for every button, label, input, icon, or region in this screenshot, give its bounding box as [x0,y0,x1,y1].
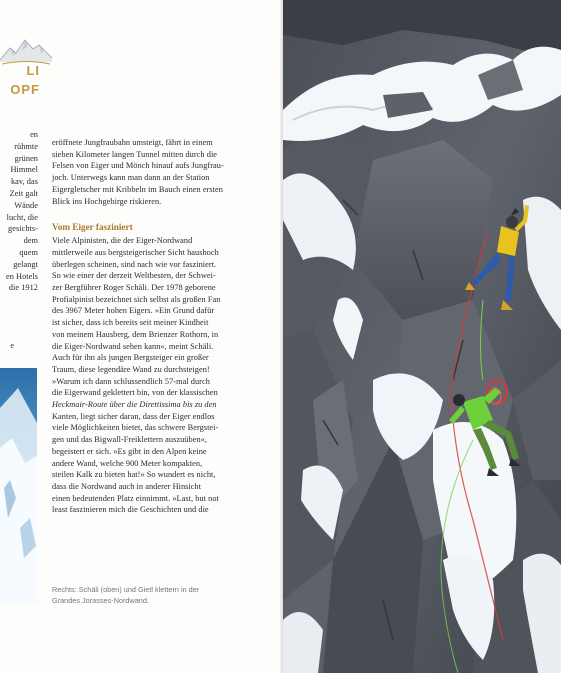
text-line: en Hotels [5,271,38,281]
text-line: lucht, die [6,212,38,222]
text-line: von meinem Hausberg, dem Brienzer Rothorn, in [52,329,219,339]
text-line: Auch für ihn als jungen Bergsteiger ein großer [52,353,209,363]
text-line: kav, das [10,177,38,187]
left-caption-fragment: e [10,341,14,350]
main-text-column [52,137,267,516]
text-line: Blick ins Hochgebirge riskieren. [52,196,162,206]
text-line: quem [19,247,38,257]
text-line: Viele Alpinisten, die der Eiger-Nordwand [52,236,193,246]
text-line: gen und das Bigwall-Freiklettern auszuüben«, [52,435,207,445]
text-line: sieben Kilometer langen Tunnel mitten durch die [52,149,218,159]
text-line: des 3967 Meter hohen Eigers. »Ein Grund dafür [52,306,215,316]
text-line: Zeit galt [9,188,38,198]
text-line: einen bedeutenden Platz einnimmt. »Last, but not [52,493,219,503]
caption-line: Rechts: Schäli (oben) und Gietl klettern in der [52,585,200,594]
text-line: eröffnete Jungfraubahn umsteigt, fährt in einem [52,138,213,147]
left-text-column [0,129,38,294]
text-line: mittlerweile aus bergsteigerischer Sicht haushoch [52,247,219,257]
text-line: Profialpinist bezeichnet sich selbst als großen Fan [52,294,221,304]
text-line: en [30,130,38,139]
text-line: zer Bergführer Roger Schäli. Der 1978 geborene [52,283,216,293]
text-line: die 1912 [8,283,38,293]
text-line: So wie einer der derzeit Weltbesten, der Schwei- [52,271,216,281]
text-line: Himmel [10,165,38,175]
caption-line: Grandes Jorasses-Nordwand. [52,596,149,605]
text-line: dass die Nordwand auch in anderer Hinsicht [52,481,202,491]
text-line: »Warum ich dann schlussendlich 57-mal durch [52,376,210,386]
text-line: Traum, diese legendäre Wand zu durchsteigen! [52,364,210,374]
text-line: andere Wand, welche 900 Meter kompakten, [52,458,203,468]
text-line: Wände [14,200,38,210]
climbing-photo [283,0,561,673]
text-line: joch. Unterwegs kann man dann an der Station [52,173,210,183]
text-line-italic-route: Heckmair-Route über die Direttissima bis zu den [52,400,217,410]
text-line: gesichts- [8,224,38,234]
text-line: die Eigerwand geklettert bin, von der klassischen [52,388,218,398]
photo-caption [52,584,267,606]
section-subheading: Vom Eiger fasziniert [52,222,133,233]
text-line: Eigergletscher mit Kribbeln im Bauch einen ersten [52,184,223,194]
text-line: überlegen scheinen, sind nach wie vor fasziniert. [52,259,217,269]
text-line: die Eiger-Nordwand sehen kann«, meint Schäli. [52,341,214,351]
text-line: ist sicher, dass ich bereits seit meiner Kindheit [52,318,209,328]
text-line: Felsen von Eiger und Mönch hinauf aufs Jungfrau- [52,161,224,171]
text-line: least faszinieren mich die Geschichten und die [52,505,209,515]
text-line: dem [23,236,38,246]
text-line: Kanten, liegt sicher daran, dass der Eiger endlos [52,411,215,421]
text-line: viele Möglichkeiten bietet, das schwere Bergstei- [52,423,219,433]
text-line: gelangt [13,259,38,269]
text-line: steilen Kalk zu bieten hat!« So wundert es nicht, [52,470,216,480]
text-line: rühmte [14,141,38,151]
chapter-title-line-2: OPF [10,82,40,97]
glacier-photo [0,368,37,604]
text-line: begeistert er sich. »Es gibt in den Alpen keine [52,446,207,456]
chapter-title-line-1: LI [26,63,40,78]
text-line: grünen [14,153,38,163]
